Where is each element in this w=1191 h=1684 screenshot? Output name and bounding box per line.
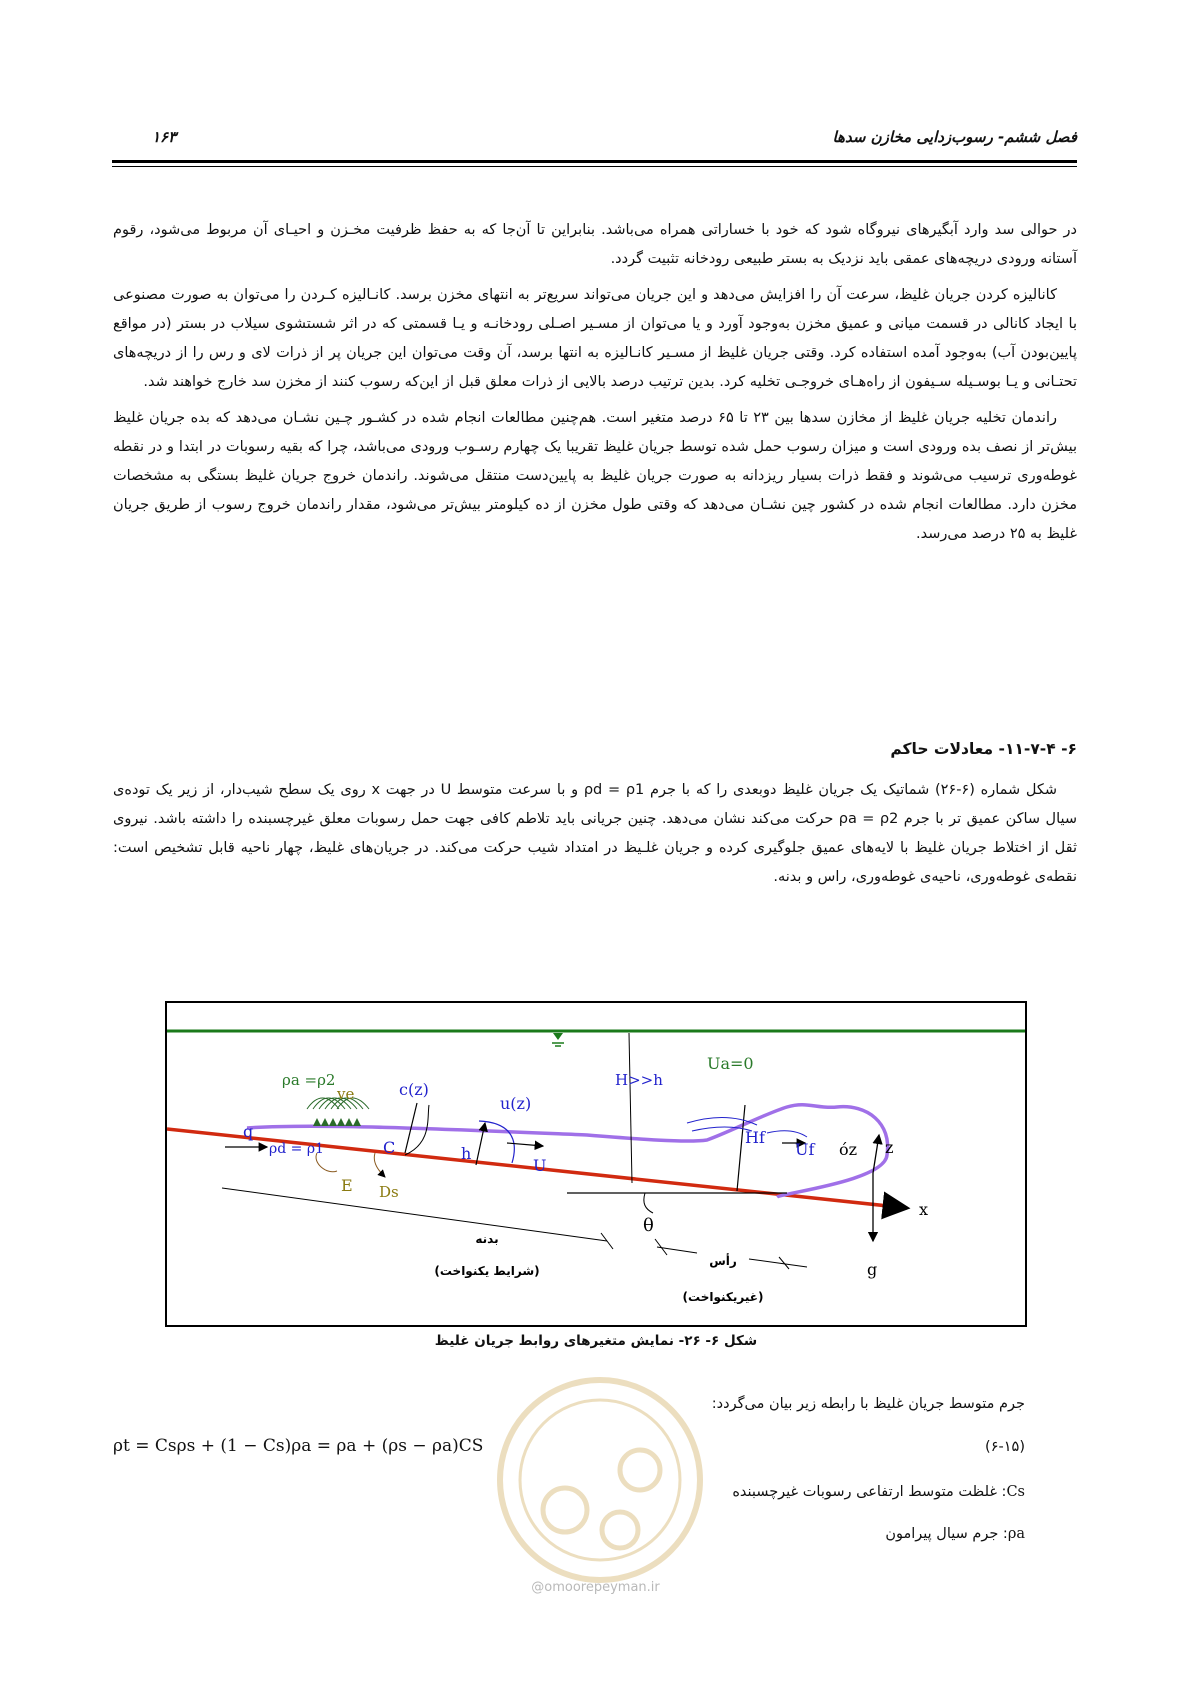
head-dimension-line-2	[749, 1259, 807, 1267]
figure-caption: شکل ۶- ۲۶- نمایش متغیرهای روابط جریان غلیظ	[434, 1333, 758, 1349]
equation-mean-density: ρt = Csρs + (1 − Cs)ρa = ρa + (ρs − ρa)CS	[113, 1436, 484, 1456]
header-rule-thin	[112, 166, 1077, 167]
label-rho-a: ρa =ρ2	[282, 1071, 336, 1089]
head-tick-1	[655, 1239, 667, 1255]
label-C: C	[383, 1138, 396, 1157]
paragraph-4: شکل شماره (۶-۲۶) شماتیک یک جریان غلیظ دوبعدی را که با جرم ρd = ρ1 و با سرعت متوسط U در جهت x روی یک سطح شیب‌دار، از زیر یک توده‌ی سیال ساکن عمیق تر با جرم ρa = ρ2 حرکت می‌کند نشان می‌دهد. چنین جریانی باید تلاطم کافی جهت حمل رسوبات معلق غیرچسبنده را داشته باشد. نیروی ثقل از اختلاط جریان غلیظ با لایه‌های عمیق جلوگیری کرده و جریان غلـیظ در امتداد شیب حرکت می‌کند. در جریان‌های غلیظ، چهار ناحیه قابل تشخیص است: نقطه‌ی غوطه‌وری، ناحیه‌ی غوطه‌وری، راس و بدنه.	[113, 782, 1078, 885]
symbol-rho-a: ρa	[1007, 1526, 1025, 1542]
theta-arc	[644, 1193, 653, 1213]
watermark-seal	[480, 1360, 720, 1600]
Hf-line	[737, 1105, 745, 1191]
label-g: g	[867, 1260, 878, 1279]
body-text	[113, 216, 1077, 556]
paragraph-3: راندمان تخلیه جریان غلیظ از مخازن سدها بین ۲۳ تا ۶۵ درصد متغیر است. هم‌چنین مطالعات انجام شده در کشـور چـین نشـان می‌دهد که بده جریان غلیظ بیش‌تر از نصف بده ورودی است و میزان رسوب حمل شده توسط جریان غلیظ تقریبا یک چهارم رسـوب ورودی می‌باشد، چرا که بقیه رسوبات در ابتدا و در نقطه غوطه‌وری ترسیب می‌شوند و فقط ذرات بسیار ریزدانه به صورت جریان غلیظ به پایین‌دست منتقل می‌شوند. راندمان خروج جریان غلیظ بستگی به مشخصات مخزن دارد. مطالعات انجام شده در کشور چین نشـان می‌دهد که وقتی طول مخزن از ده کیلومتر بیش‌تر می‌شود، مقدار راندمان خروج رسوب از طریق جریان غلیظ به ۲۵ درصد می‌رسد.	[113, 410, 1077, 542]
label-Uf: Uf	[795, 1140, 815, 1159]
chapter-title: فصل ششم- رسوب‌زدایی مخازن سدها	[832, 128, 1077, 146]
definition-cs	[732, 1484, 1025, 1500]
figure-turbidity-current	[165, 1001, 1027, 1327]
H-depth-line	[629, 1033, 632, 1183]
label-rho-d: ρd = ρ1	[269, 1141, 324, 1157]
label-body: بدنه	[475, 1232, 499, 1246]
label-Hf: Hf	[745, 1128, 765, 1147]
label-z: z	[885, 1138, 894, 1157]
label-x: x	[919, 1200, 929, 1219]
label-theta: θ	[643, 1215, 654, 1236]
label-Hh: H>>h	[615, 1071, 663, 1089]
label-q: q	[243, 1122, 254, 1141]
page-number: ۱۶۳	[152, 128, 177, 146]
label-head-cond: (غیریکنواخت)	[682, 1290, 764, 1304]
label-cz: c(z)	[399, 1080, 429, 1099]
paragraph-2: کانالیزه کردن جریان غلیظ، سرعت آن را افزایش می‌دهد و این جریان می‌تواند سریع‌تر به انتهای مخزن برسد. کانـالیزه کـردن را می‌توان به صورت مصنوعی با ایجاد کانالی در قسمت میانی و عمیق مخزن به‌وجود آورد و یا می‌توان از مسـیر اصـلی رودخانـه و یـا قسمتی که در اثر شستشوی سیلاب در بستر (در مواقع پایین‌بودن آب) به‌وجود آمده استفاده کرد. وقتی جریان غلیظ از مسـیر کانـالیزه به انتها برسد، آن وقت می‌توان این جریان پر از ذرات لای و رس را از دریچه‌های تحتـانی و یـا بوسـیله سـیفون از راه‌هـای خروجـی تخلیه کرد. بدین ترتیب درصد بالایی از ذرات معلق قبل از این‌که رسوب کنند از مخزن سد خارج خواهند شد.	[113, 287, 1077, 390]
label-ve: ve	[337, 1085, 355, 1103]
definition-rho-a-text: : جرم سیال پیرامون	[885, 1526, 1008, 1542]
figure-diagram	[167, 1003, 1025, 1325]
section-text	[113, 776, 1077, 892]
label-U: U	[533, 1156, 547, 1175]
label-body-cond: (شرایط یکنواخت)	[434, 1264, 540, 1278]
page-header	[112, 128, 1077, 150]
definition-rho-a	[885, 1526, 1025, 1542]
label-E: E	[341, 1176, 353, 1195]
paragraph-1: در حوالی سد وارد آبگیرهای نیروگاه شود که خود با خساراتی همراه می‌باشد. بنابراین تا آن‌جا که به حفظ ظرفیت مخـزن و احیـای آن مربوط می‌شود، رقوم آستانه ورودی دریچه‌های عمقی باید نزدیک به بستر طبیعی رودخانه تثبیت گردد.	[113, 222, 1077, 267]
u-arrow	[507, 1143, 543, 1146]
equation-intro: جرم متوسط جریان غلیظ با رابطه زیر بیان می‌گردد:	[711, 1396, 1025, 1412]
label-head: رأس	[709, 1254, 737, 1268]
water-level-icon	[552, 1033, 564, 1046]
header-rule-thick	[112, 160, 1077, 163]
label-dz: óz	[839, 1140, 858, 1159]
section-heading: ۶- ۱۱-۷-۴- معادلات حاکم	[890, 740, 1077, 758]
watermark-text: @omoorepeyman.ir	[531, 1580, 660, 1595]
body-tick	[601, 1233, 613, 1249]
label-uz: u(z)	[500, 1094, 532, 1113]
definition-cs-text: : غلظت متوسط ارتفاعی رسوبات غیرچسبنده	[732, 1484, 1007, 1500]
symbol-cs: Cs	[1006, 1484, 1025, 1500]
label-h: h	[461, 1144, 472, 1163]
label-Ua: Ua=0	[707, 1054, 754, 1073]
body-dimension-line	[222, 1188, 607, 1241]
label-Ds: Ds	[379, 1183, 399, 1201]
equation-number: (۶-۱۵)	[985, 1439, 1025, 1455]
